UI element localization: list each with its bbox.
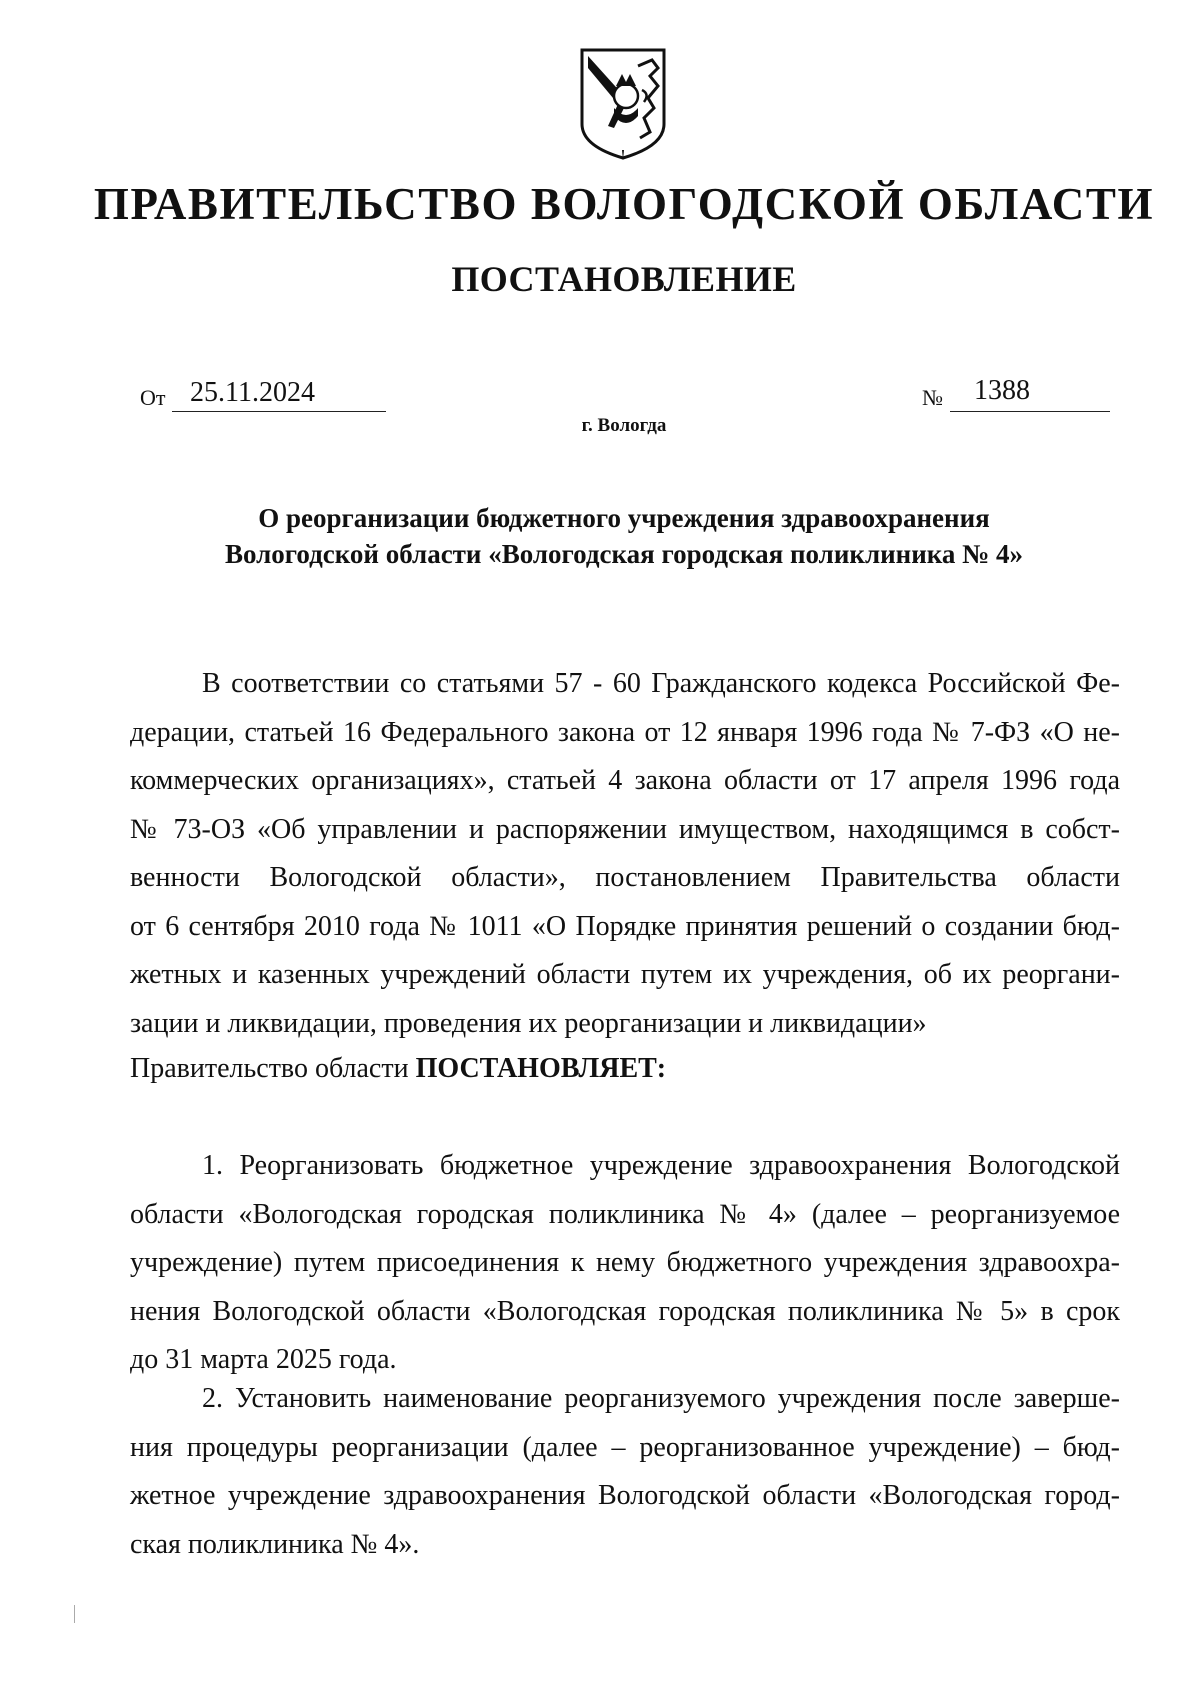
- paragraph-line: № 73-ОЗ «Об управлении и распоряжении имуществом, находящимся в собст-: [130, 813, 1120, 845]
- subject-line: Вологодской области «Вологодская городская поликлиника № 4»: [224, 539, 1024, 569]
- coat-of-arms-icon: [578, 46, 668, 162]
- clause-2: [130, 1375, 1120, 1569]
- paragraph-line: дерации, статьей 16 Федерального закона от 12 января 1996 года № 7-ФЗ «О не-: [130, 716, 1120, 748]
- paragraph-line: до 31 марта 2025 года.: [130, 1344, 397, 1375]
- coat-of-arms-graphic: [578, 46, 668, 162]
- city-label: г. Вологда: [581, 415, 667, 436]
- date-label: От: [140, 385, 166, 410]
- paragraph-line: коммерческих организациях», статьей 4 закона области от 17 апреля 1996 года: [130, 765, 1120, 796]
- paragraph-line: В соответствии со статьями 57 - 60 Гражданского кодекса Российской Фе-: [202, 668, 1120, 699]
- decree-line: [130, 1045, 1120, 1094]
- number-field: [950, 375, 1110, 412]
- paragraph-line: учреждение) путем присоединения к нему бюджетного учреждения здравоохра-: [130, 1247, 1120, 1278]
- paragraph-line: 2. Установить наименование реорганизуемого учреждения после заверше-: [202, 1383, 1120, 1414]
- preamble-paragraph: [130, 660, 1120, 1048]
- date-value: 25.11.2024: [190, 377, 315, 408]
- document-type-heading: ПОСТАНОВЛЕНИЕ: [451, 259, 797, 299]
- margin-mark: [74, 1605, 75, 1623]
- number-value: 1388: [974, 375, 1030, 406]
- clause-1: [130, 1142, 1120, 1385]
- subject-line: О реорганизации бюджетного учреждения здравоохранения: [258, 503, 990, 533]
- date-field: [172, 377, 386, 412]
- paragraph-line: области «Вологодская городская поликлиника № 4» (далее – реорганизуемое: [130, 1198, 1120, 1230]
- decree-word: ПОСТАНОВЛЯЕТ:: [415, 1053, 667, 1084]
- decree-prefix: Правительство области: [130, 1053, 409, 1084]
- paragraph-line: зации и ликвидации, проведения их реорганизации и ликвидации»: [130, 1007, 927, 1039]
- government-title: ПРАВИТЕЛЬСТВО ВОЛОГОДСКОЙ ОБЛАСТИ: [93, 179, 1155, 229]
- paragraph-line: жетных и казенных учреждений области путем их учреждения, об их реоргани-: [130, 959, 1120, 990]
- paragraph-line: ская поликлиника № 4».: [130, 1528, 420, 1560]
- document-subject: [0, 500, 1200, 572]
- paragraph-line: 1. Реорганизовать бюджетное учреждение здравоохранения Вологодской: [202, 1150, 1120, 1181]
- paragraph-line: венности Вологодской области», постановлением Правительства области: [130, 862, 1120, 893]
- paragraph-line: нения Вологодской области «Вологодская городская поликлиника № 5» в срок: [130, 1295, 1120, 1327]
- number-label: №: [922, 385, 943, 410]
- paragraph-line: ния процедуры реорганизации (далее – реорганизованное учреждение) – бюд-: [130, 1431, 1120, 1463]
- paragraph-line: от 6 сентября 2010 года № 1011 «О Порядке принятия решений о создании бюд-: [130, 910, 1120, 942]
- paragraph-line: жетное учреждение здравоохранения Вологодской области «Вологодская город-: [130, 1480, 1120, 1511]
